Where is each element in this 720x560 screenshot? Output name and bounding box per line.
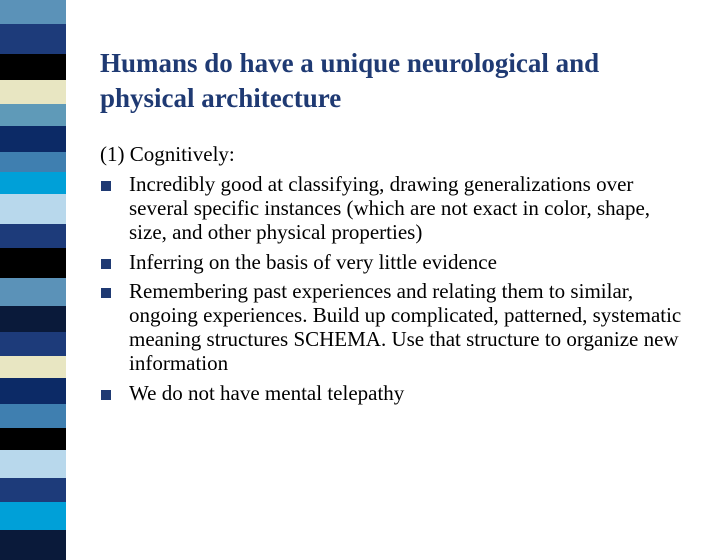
bullet-item xyxy=(100,250,690,274)
bullet-text: Incredibly good at classifying, drawing generalizations over several specific instances (which are not exact in color, shape, size, and other physical properties) xyxy=(129,172,651,245)
square-bullet-icon xyxy=(101,181,111,191)
square-bullet-icon xyxy=(101,288,111,298)
stripe-segment xyxy=(0,0,66,24)
stripe-segment xyxy=(0,450,66,478)
bullet-text: We do not have mental telepathy xyxy=(129,380,405,405)
stripe-segment xyxy=(0,530,66,560)
stripe-segment xyxy=(0,356,66,378)
stripe-segment xyxy=(0,24,66,54)
stripe-segment xyxy=(0,126,66,152)
slide-intro-text: (1) Cognitively: xyxy=(100,142,235,166)
bullet-text: Inferring on the basis of very little evidence xyxy=(129,249,497,274)
bullet-item xyxy=(100,172,690,245)
slide-title: Humans do have a unique neurological and physical architecture xyxy=(100,48,600,113)
stripe-segment xyxy=(0,152,66,172)
stripe-segment xyxy=(0,194,66,224)
bullet-list xyxy=(100,172,690,410)
stripe-segment xyxy=(0,104,66,126)
bullet-text: Remembering past experiences and relating them to similar, ongoing experiences. Build up complicated, patterned, systematic meaning structures SCHEMA. Use that structure to organize new information xyxy=(129,278,682,376)
stripe-segment xyxy=(0,248,66,278)
stripe-segment xyxy=(0,478,66,502)
decorative-side-stripe xyxy=(0,0,66,540)
bullet-item xyxy=(100,381,690,405)
stripe-segment xyxy=(0,80,66,104)
stripe-segment xyxy=(0,278,66,306)
stripe-segment xyxy=(0,172,66,194)
stripe-segment xyxy=(0,54,66,80)
square-bullet-icon xyxy=(101,390,111,400)
square-bullet-icon xyxy=(101,259,111,269)
stripe-segment xyxy=(0,378,66,404)
bullet-item xyxy=(100,279,690,376)
stripe-segment xyxy=(0,306,66,332)
stripe-segment xyxy=(0,502,66,530)
stripe-segment xyxy=(0,428,66,450)
stripe-segment xyxy=(0,224,66,248)
stripe-segment xyxy=(0,404,66,428)
stripe-segment xyxy=(0,332,66,356)
